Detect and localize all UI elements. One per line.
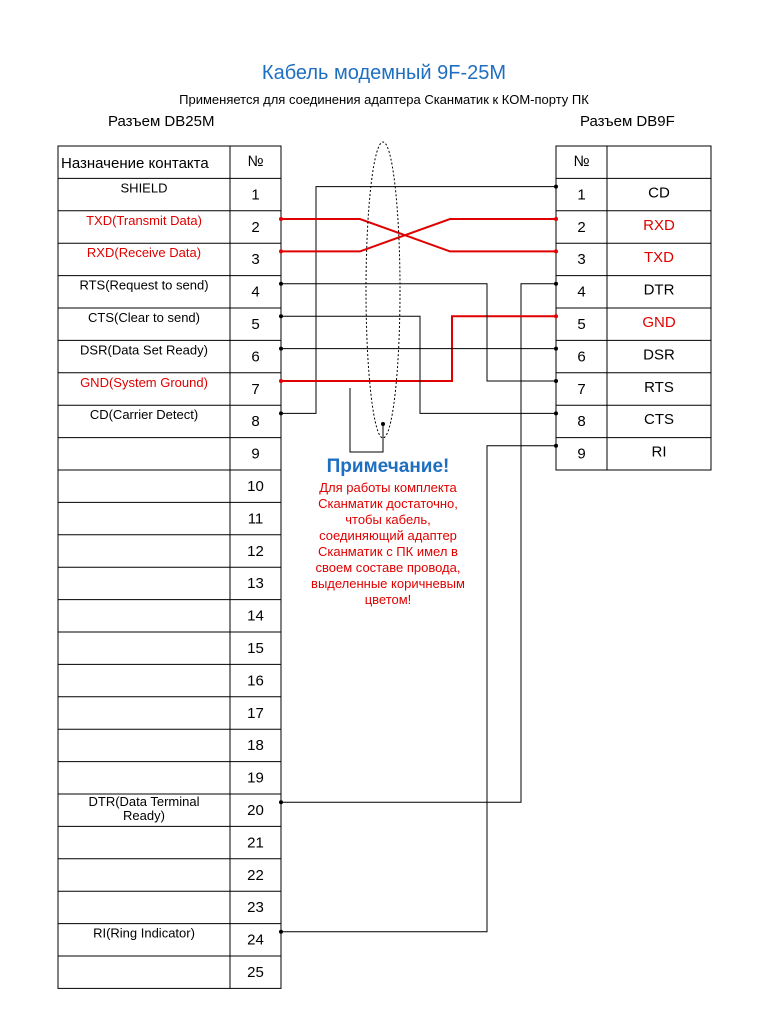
left-pin-number: 3 xyxy=(251,251,260,269)
right-pin-name: DTR xyxy=(643,281,675,299)
right-pin-name: RI xyxy=(651,443,667,461)
note-line: чтобы кабель, xyxy=(345,512,431,527)
note-line: выделенные коричневым xyxy=(311,576,465,591)
wire-endpoint xyxy=(279,217,283,221)
right-pin-name: CTS xyxy=(644,411,674,429)
right-pin-number: 9 xyxy=(577,445,586,463)
left-pin-name: Ready) xyxy=(123,808,165,823)
wire-endpoint xyxy=(279,379,283,383)
shield-drain-point xyxy=(381,422,385,426)
wire-endpoint xyxy=(279,930,283,934)
wire xyxy=(281,284,556,381)
right-pin-name: GND xyxy=(642,314,676,331)
note-text xyxy=(290,480,486,608)
left-pin-name: DSR(Data Set Ready) xyxy=(80,342,208,358)
right-header-num: № xyxy=(573,153,590,170)
right-pin-name: DSR xyxy=(643,346,675,364)
left-pin-name: CTS(Clear to send) xyxy=(88,310,200,325)
wire-endpoint xyxy=(554,249,558,253)
left-connector-label: Разъем DB25M xyxy=(108,113,215,130)
wire xyxy=(281,219,556,251)
left-pin-number: 18 xyxy=(247,737,264,755)
right-pin-number: 4 xyxy=(577,283,586,301)
left-pin-number: 7 xyxy=(251,380,260,398)
wire xyxy=(281,187,556,414)
left-pin-number: 16 xyxy=(247,672,264,690)
right-pin-number: 1 xyxy=(577,186,586,204)
wire-endpoint xyxy=(554,379,558,383)
diagram-title: Кабель модемный 9F-25M xyxy=(261,62,507,84)
note-title: Примечание! xyxy=(326,456,450,477)
left-pin-name: RI(Ring Indicator) xyxy=(93,925,195,941)
wire-endpoint xyxy=(279,411,283,415)
left-pin-number: 25 xyxy=(247,964,264,981)
left-pin-name: GND(System Ground) xyxy=(80,374,208,390)
wire-endpoint xyxy=(554,411,558,415)
left-pin-number: 20 xyxy=(247,802,264,819)
note-line: Сканматик с ПК имел в xyxy=(318,544,458,559)
note-line: Для работы комплекта xyxy=(319,480,457,495)
right-pin-name: TXD xyxy=(644,249,674,267)
wire xyxy=(281,219,556,251)
right-pin-number: 5 xyxy=(577,316,586,333)
left-pin-number: 6 xyxy=(251,348,260,366)
note-box xyxy=(290,456,486,608)
left-pin-number: 4 xyxy=(251,283,260,301)
wire-endpoint xyxy=(279,314,283,318)
note-line: соединяющий адаптер xyxy=(319,528,457,543)
wire-endpoint xyxy=(554,217,558,221)
wire-endpoint xyxy=(554,444,558,448)
left-pin-number: 5 xyxy=(251,316,260,333)
left-pin-name: RTS(Request to send) xyxy=(79,277,209,293)
left-pin-table xyxy=(58,146,281,988)
wire-endpoint xyxy=(554,185,558,189)
right-pin-number: 2 xyxy=(577,218,586,236)
wire-endpoint xyxy=(279,249,283,253)
left-pin-name: CD(Carrier Detect) xyxy=(89,407,199,423)
right-pin-name: CD xyxy=(648,184,670,202)
left-pin-number: 8 xyxy=(251,413,260,431)
right-pin-number: 3 xyxy=(577,251,586,269)
note-line: цветом! xyxy=(364,592,412,607)
left-pin-name: RXD(Receive Data) xyxy=(86,245,202,261)
left-pin-number: 10 xyxy=(247,478,264,495)
left-header-num: № xyxy=(247,153,264,170)
wire-endpoint xyxy=(279,282,283,286)
left-pin-number: 13 xyxy=(247,575,264,593)
left-pin-number: 2 xyxy=(251,218,260,236)
left-pin-number: 11 xyxy=(247,510,264,528)
left-header-name: Назначение контакта xyxy=(61,155,209,172)
shield-drain-wire xyxy=(350,388,383,452)
right-pin-number: 7 xyxy=(577,380,586,398)
wire-endpoint xyxy=(279,800,283,804)
note-line: своем составе провода, xyxy=(315,560,461,575)
left-pin-name: TXD(Transmit Data) xyxy=(86,212,202,228)
right-pin-number: 8 xyxy=(577,413,586,431)
left-pin-number: 9 xyxy=(251,445,260,463)
left-pin-number: 12 xyxy=(247,542,264,560)
right-pin-number: 6 xyxy=(577,348,586,366)
wire-endpoint xyxy=(554,314,558,318)
left-pin-number: 21 xyxy=(247,834,264,852)
right-pin-name: RTS xyxy=(644,378,674,396)
wire-endpoint xyxy=(279,347,283,351)
left-pin-number: 24 xyxy=(247,931,264,949)
left-pin-number: 23 xyxy=(247,899,264,917)
diagram-subtitle: Применяется для соединения адаптера Сканматик к КОМ-порту ПК xyxy=(179,92,589,107)
wire-endpoint xyxy=(554,347,558,351)
right-connector-label: Разъем DB9F xyxy=(580,113,675,130)
left-pin-name: SHIELD xyxy=(120,180,168,196)
left-pin-name: DTR(Data Terminal xyxy=(88,794,200,809)
shield-group xyxy=(350,142,400,452)
wire-endpoint xyxy=(554,282,558,286)
left-pin-number: 15 xyxy=(247,640,264,657)
left-pin-number: 22 xyxy=(247,866,264,884)
note-line: Сканматик достаточно, xyxy=(318,496,458,511)
left-pin-number: 19 xyxy=(247,769,264,787)
left-pin-number: 14 xyxy=(247,607,264,625)
wire xyxy=(281,316,556,413)
left-pin-number: 1 xyxy=(251,186,260,204)
right-pin-name: RXD xyxy=(643,216,675,234)
right-pin-table xyxy=(556,146,711,470)
left-pin-number: 17 xyxy=(247,704,264,722)
